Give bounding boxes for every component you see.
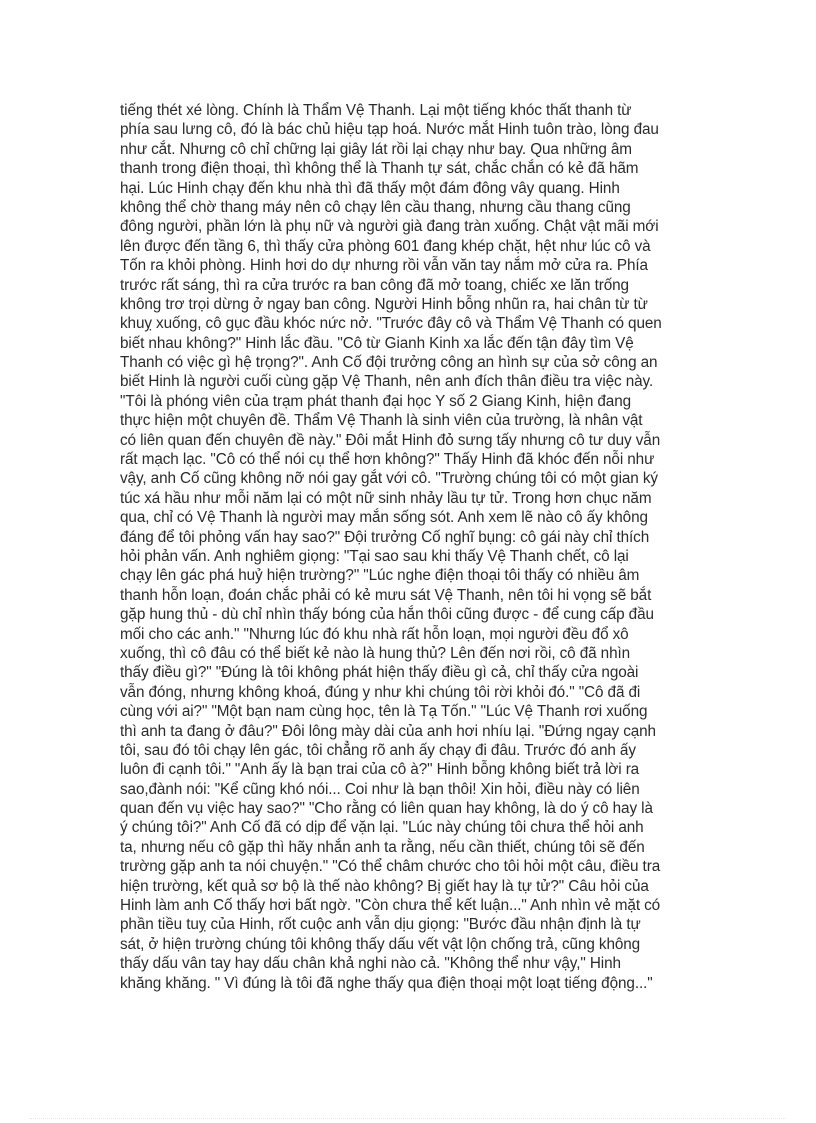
text-line: rất mạch lạc. "Cô có thể nói cụ thể hơn không?" Thấy Hinh đã khóc đến nỗi như (120, 451, 655, 469)
text-line: cùng với ai?" "Một bạn nam cùng học, tên là Tạ Tốn." "Lúc Vệ Thanh rơi xuống (120, 703, 648, 721)
text-line: hại. Lúc Hinh chạy đến khu nhà thì đã thấy một đám đông vây quang. Hinh (120, 179, 620, 197)
text-line: trước rất sáng, thì ra cửa trước ra ban công đã mở toang, chiếc xe lăn trống (120, 276, 629, 294)
page-bottom-divider (30, 1118, 786, 1119)
text-line: mối cho các anh." "Nhưng lúc đó khu nhà rất hỗn loạn, mọi người đều đổ xô (120, 625, 629, 643)
text-line: gặp hung thủ - dù chỉ nhìn thấy bóng của hắn thôi cũng được - để cung cấp đầu (120, 606, 654, 624)
text-line: thì anh ta đang ở đâu?" Đôi lông mày dài của anh hơi nhíu lại. "Đứng ngay cạnh (120, 722, 656, 740)
text-line: Hinh làm anh Cố thấy hơi bất ngờ. "Còn chưa thể kết luận..." Anh nhìn vẻ mặt có (120, 897, 661, 915)
body-text (120, 101, 694, 993)
text-line: vẫn đóng, nhưng không khoá, đúng y như khi chúng tôi rời khỏi đó." "Cô đã đi (120, 683, 641, 701)
text-line: Tốn ra khỏi phòng. Hinh hơi do dự nhưng rồi vẫn văn tay nắm mở cửa ra. Phía (120, 257, 648, 275)
text-line: ta, nhưng nếu cô gặp thì hãy nhắn anh ta rằng, nếu cần thiết, chúng tôi sẽ đến (120, 838, 645, 856)
text-line: phía sau lưng cô, đó là bác chủ hiệu tạp hoá. Nước mắt Hinh tuôn trào, lòng đau (120, 121, 659, 139)
text-line: biết nhau không?" Hinh lắc đầu. "Cô từ Gianh Kinh xa lắc đến tận đây tìm Vệ (120, 334, 634, 352)
text-line: khăng khăng. " Vì đúng là tôi đã nghe thấy qua điện thoại một loạt tiếng động..." (120, 974, 653, 992)
text-line: khuỵ xuống, cô gục đầu khóc nức nở. "Trước đây cô và Thẩm Vệ Thanh có quen (120, 315, 662, 333)
text-line: ý chúng tôi?" Anh Cố đã có dịp để vặn lại. "Lúc này chúng tôi chưa thể hỏi anh (120, 819, 644, 837)
text-line: thấy dấu vân tay hay dấu chân khả nghi nào cả. "Không thể như vậy," Hinh (120, 955, 621, 973)
text-line: trường gặp anh ta nói chuyện." "Có thể châm chước cho tôi hỏi một câu, điều tra (120, 858, 661, 876)
text-line: vậy, anh Cố cũng không nỡ nói gay gắt với cô. "Trường chúng tôi có một gian ký (120, 470, 658, 488)
text-line: thanh hỗn loạn, đoán chắc phải có kẻ mưu sát Vệ Thanh, nên tôi hi vọng sẽ bắt (120, 586, 652, 604)
text-line: túc xá hầu như mỗi năm lại có một nữ sinh nhảy lầu tự tử. Trong hơn chục năm (120, 489, 652, 507)
text-line: không thể chờ thang máy nên cô chạy lên cầu thang, nhưng cầu thang cũng (120, 198, 631, 216)
text-line: lên được đến tầng 6, thì thấy cửa phòng 601 đang khép chặt, hệt như lúc cô và (120, 237, 651, 255)
text-line: đáng để tôi phỏng vấn hay sao?" Đội trưởng Cố nghĩ bụng: cô gái này chỉ thích (120, 528, 650, 546)
text-line: sát, ở hiện trường chúng tôi không thấy dấu vết vật lộn chống trả, cũng không (120, 935, 641, 953)
text-line: hỏi phản vấn. Anh nghiêm giọng: "Tại sao sau khi thấy Vệ Thanh chết, cô lại (120, 547, 629, 565)
text-line: Thanh có việc gì hệ trọng?". Anh Cố đội trưởng công an hình sự của sở công an (120, 354, 658, 372)
text-line: luôn đi cạnh tôi." "Anh ấy là bạn trai của cô à?" Hinh bỗng không biết trả lời ra (120, 761, 640, 779)
text-line: tôi, sau đó tôi chạy lên gác, tôi chẳng rõ anh ấy chạy đi đâu. Trước đó anh ấy (120, 741, 636, 759)
text-line: hiện trường, kết quả sơ bộ là thế nào không? Bị giết hay là tự tử?" Câu hỏi của (120, 877, 649, 895)
text-line: như cắt. Nhưng cô chỉ chững lại giây lát rồi lại chạy như bay. Qua những âm (120, 140, 632, 158)
text-line: có liên quan đến chuyên đề này." Đôi mắt Hinh đỏ sưng tấy nhưng cô tư duy vẫn (120, 431, 661, 449)
text-line: không trơ trọi dừng ở ngay ban công. Người Hinh bỗng nhũn ra, hai chân từ từ (120, 295, 648, 313)
text-line: thực hiện một chuyên đề. Thẩm Vệ Thanh là sinh viên của trường, là nhân vật (120, 412, 643, 430)
text-line: biết Hinh là người cuối cùng gặp Vệ Thanh, nên anh đích thân điều tra việc này. (120, 373, 654, 391)
text-line: quan đến vụ việc hay sao?" "Cho rằng có liên quan hay không, là do ý cô hay là (120, 800, 653, 818)
text-line: qua, chỉ có Vệ Thanh là người may mắn sống sót. Anh xem lẽ nào cô ấy không (120, 509, 648, 527)
text-line: xuống, thì cô đâu có thể biết kẻ nào là hung thủ? Lên đến nơi rồi, cô đã nhìn (120, 644, 631, 662)
text-line: "Tôi là phóng viên của trạm phát thanh đại học Y số 2 Giang Kinh, hiện đang (120, 392, 632, 410)
text-line: đông người, phần lớn là phụ nữ và người già đang tràn xuống. Chật vật mãi mới (120, 218, 659, 236)
text-line: thấy điều gì?" "Đúng là tôi không phát hiện thấy điều gì cả, chỉ thấy cửa ngoài (120, 664, 639, 682)
text-line: sao,đành nói: "Kể cũng khó nói... Coi như là bạn thôi! Xin hỏi, điều này có liên (120, 780, 640, 798)
text-line: chạy lên gác phá huỷ hiện trường?" "Lúc nghe điện thoại tôi thấy có nhiều âm (120, 567, 640, 585)
text-line: thanh trong điện thoại, thì không thể là Thanh tự sát, chắc chắn có kẻ đã hãm (120, 160, 639, 178)
text-line: phần tiều tuỵ của Hinh, rốt cuộc anh vẫn dịu giọng: "Bước đầu nhận định là tự (120, 916, 641, 934)
text-line: tiếng thét xé lòng. Chính là Thẩm Vệ Thanh. Lại một tiếng khóc thất thanh từ (120, 102, 632, 119)
